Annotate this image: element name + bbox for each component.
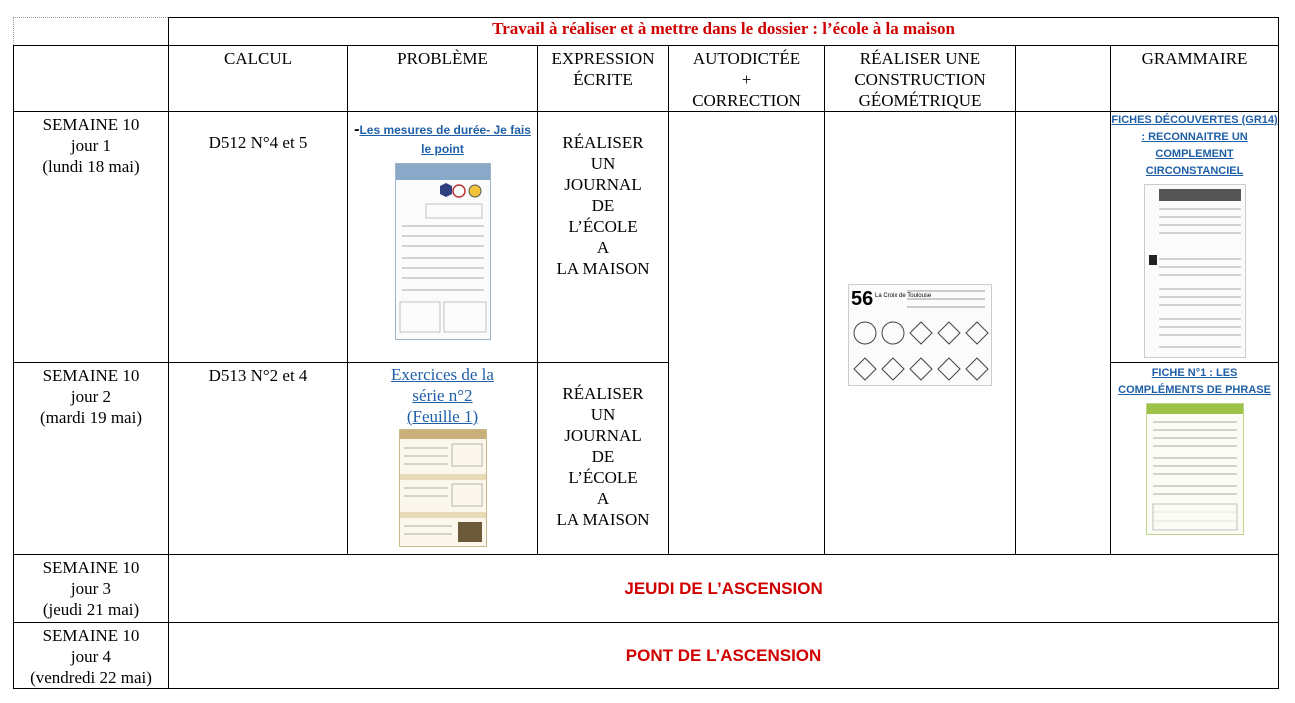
header-construction [825,46,1016,112]
expression-line: LA MAISON [556,259,650,278]
probleme-day-2 [348,363,538,555]
day-label-3 [14,555,169,623]
expression-line: JOURNAL [564,175,642,194]
probleme-day-1 [348,112,538,363]
probleme-link-day-2b[interactable]: (Feuille 1) [406,407,479,426]
geometry-shapes [849,285,991,385]
header-autodictee [669,46,825,112]
day-label-2 [14,363,169,555]
header-blank [1016,46,1111,112]
probleme-dash: - [354,121,360,138]
blank-column-cell [1016,112,1111,555]
day-semaine: SEMAINE 10 [42,115,140,134]
day-semaine: SEMAINE 10 [42,366,140,385]
expression-line: A [596,489,610,508]
probleme-link-day-1-wrap [348,120,537,159]
day-date: (vendredi 22 mai) [30,668,152,687]
probleme-link-day-1[interactable]: Les mesures de durée- Je fais le point [359,123,531,156]
autodictee-cell [669,112,825,555]
page-title: Travail à réaliser et à mettre dans le dossier : l’école à la maison [169,18,1279,46]
expression-line: RÉALISER [562,133,644,152]
header-expression [538,46,669,112]
expression-line: DE [591,447,615,466]
grammaire-link-day-1[interactable]: FICHES DÉCOUVERTES (GR14) : RECONNAITRE UN COMPLEMENT CIRCONSTANCIEL [1111,114,1278,177]
expression-line: DE [591,196,615,215]
header-calcul: CALCUL [169,46,348,112]
grammaire-link-day-1-wrap [1111,112,1278,180]
day-date: (jeudi 21 mai) [42,600,140,619]
calcul-day-2: D513 N°2 et 4 [169,363,348,555]
day-semaine: SEMAINE 10 [42,558,140,577]
day-jour: jour 1 [70,136,112,155]
probleme-link-day-2[interactable]: Exercices de la série n°2 [391,365,494,405]
header-autodictee-line1: AUTODICTÉE [692,49,801,68]
expression-day-2 [538,363,669,555]
worksheet-thumbnail-serie[interactable] [399,429,487,547]
expression-line: RÉALISER [562,384,644,403]
geometry-thumbnail[interactable] [848,284,992,386]
schedule-table [13,17,1279,689]
header-autodictee-line3: CORRECTION [692,91,801,110]
grammaire-day-1 [1111,112,1279,363]
expression-day-1 [538,112,669,363]
day-jour: jour 3 [70,579,112,598]
serie-worksheet-lines [400,430,486,546]
expression-line: L’ÉCOLE [568,468,638,487]
day-semaine: SEMAINE 10 [42,626,140,645]
worksheet-thumbnail-complement[interactable] [1144,184,1246,358]
day-label-4 [14,623,169,689]
header-autodictee-line2: + [741,70,752,89]
geometry-number: 56 [851,288,874,310]
expression-line: A [596,238,610,257]
calcul-day-1: D512 N°4 et 5 [169,112,348,363]
phrase-worksheet-lines [1147,404,1243,534]
day-jour: jour 4 [70,647,112,666]
expression-line: UN [590,154,616,173]
day-jour: jour 2 [70,387,112,406]
expression-line: JOURNAL [564,426,642,445]
construction-cell [825,112,1016,555]
header-grammaire: GRAMMAIRE [1111,46,1279,112]
clock-icons [396,164,490,339]
header-construction-line1: RÉALISER UNE [859,49,981,68]
grammaire-link-day-2[interactable]: FICHE N°1 : LES COMPLÉMENTS DE PHRASE [1118,367,1271,396]
grammaire-link-day-2-wrap [1111,365,1278,399]
header-expression-line1: EXPRESSION [551,49,655,68]
header-expression-line2: ÉCRITE [573,70,633,89]
day-date: (lundi 18 mai) [42,157,140,176]
worksheet-thumbnail-phrase[interactable] [1146,403,1244,535]
geometry-caption: La Croix de Toulouse [875,293,932,299]
header-construction-line2: CONSTRUCTION [854,70,986,89]
day-date: (mardi 19 mai) [40,408,142,427]
header-empty [14,46,169,112]
corner-cell [14,18,169,46]
header-probleme: PROBLÈME [348,46,538,112]
event-day-3: JEUDI DE L’ASCENSION [169,555,1279,623]
header-construction-line3: GÉOMÉTRIQUE [858,91,982,110]
event-day-4: PONT DE L’ASCENSION [169,623,1279,689]
worksheet-thumbnail-durees[interactable] [395,163,491,340]
expression-line: UN [590,405,616,424]
expression-line: LA MAISON [556,510,650,529]
expression-line: L’ÉCOLE [568,217,638,236]
day-label-1 [14,112,169,363]
grammaire-day-2 [1111,363,1279,555]
worksheet-lines [1145,185,1245,357]
